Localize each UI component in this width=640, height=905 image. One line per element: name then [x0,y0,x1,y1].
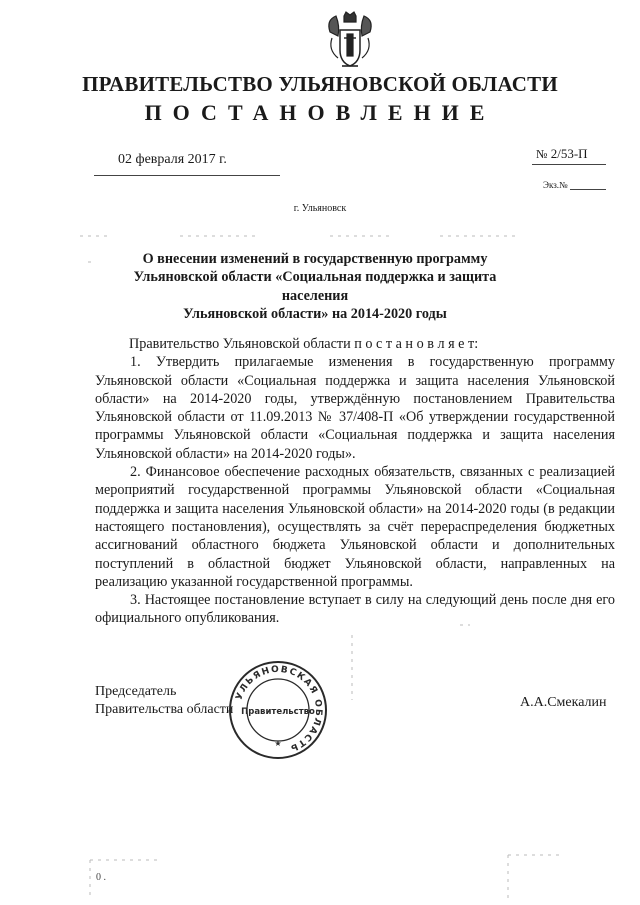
government-title: ПРАВИТЕЛЬСТВО УЛЬЯНОВСКОЙ ОБЛАСТИ [82,72,558,96]
copy-number-label: Экз.№ [543,180,568,190]
document-kind-title: ПОСТАНОВЛЕНИЕ [144,100,496,125]
signatory-title-line: Правительства области [95,702,234,717]
body-paragraph-3: 3. Настоящее постановление вступает в силу на следующий день после дня его официального опубликования. [95,592,615,627]
signatory-name: А.А.Смекалин [520,695,607,710]
subject-line: Ульяновской области» на 2014-2020 годы [183,305,447,322]
city-name: г. Ульяновск [293,203,347,214]
document-date: 02 февраля 2017 г. [118,152,227,167]
official-stamp-icon [226,658,330,762]
signatory-title [95,683,233,719]
body-paragraph-2: 2. Финансовое обеспечение расходных обязательств, связанных с реализацией мероприятий государственной программы Ульяновской области «Социальная поддержка и защита населения Ульяновской области» на 2014-2020 годы (в редакции настоящего постановления), осуществлять за счёт перераспределения бюджетных ассигнований областного бюджета Ульяновской области и дополнительных поступлений в областной бюджет Ульяновской области, направленных на реализацию указанной государственной программы. [95,464,615,590]
subject-line: О внесении изменений в государственную программу [142,251,488,267]
document-subject [100,250,530,323]
subject-line: Ульяновской области «Социальная поддержка и защита населения [133,269,497,304]
page-corner-mark: 0 . [96,872,106,883]
stamp-ring-text: УЛЬЯНОВСКАЯ ОБЛАСТЬ [234,664,324,754]
stamp-center-text: Правительство [241,707,315,717]
document-body [95,335,615,628]
body-intro: Правительство Ульяновской области п о с т а н о в л я е т: [129,336,479,352]
body-paragraph-1: 1. Утвердить прилагаемые изменения в государственную программу Ульяновской области «Социальная поддержка и защита населения Ульяновской области» на 2014-2020 годы, утверждённую постановлением Правительства Ульяновской области от 11.09.2013 № 37/408-П «Об утверждении государственной программы Ульяновской области «Социальная поддержка и защита населения Ульяновской области» на 2014-2020 годы». [95,354,615,462]
signatory-title-line: Председатель [95,684,177,699]
number-value: 2/53-П [550,146,588,161]
stamp-star-icon: ★ [274,739,282,748]
number-prefix: № [536,147,548,161]
